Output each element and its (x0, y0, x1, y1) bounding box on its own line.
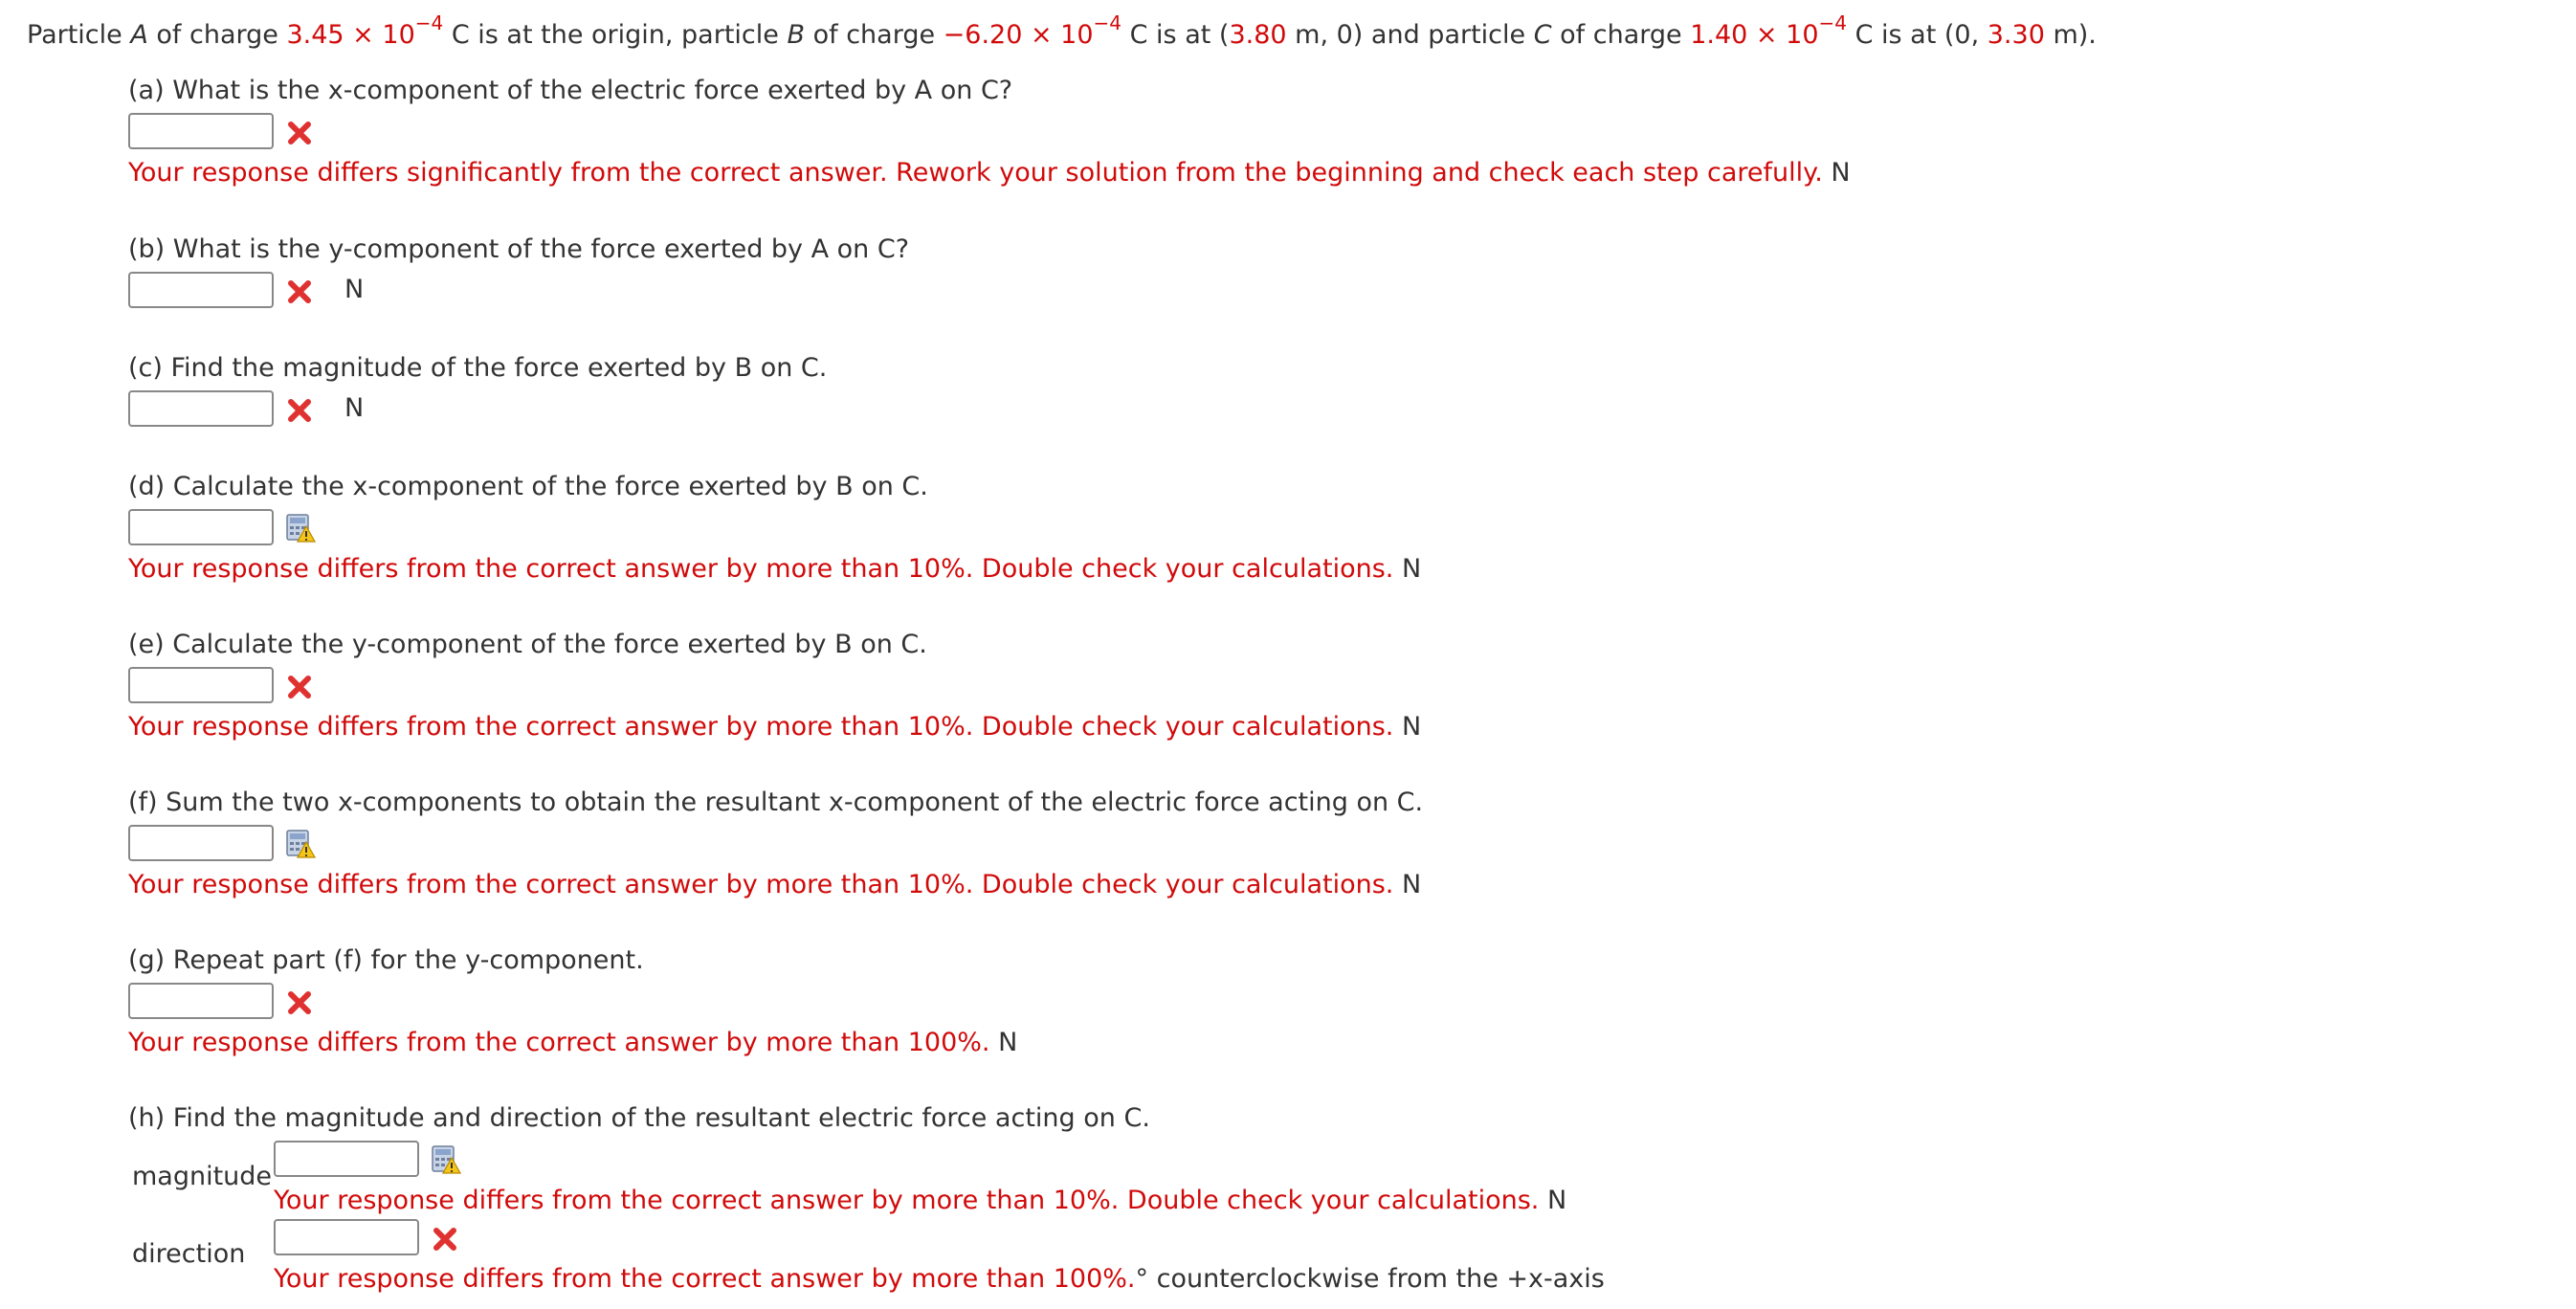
magnitude-answer-input[interactable] (274, 1141, 419, 1177)
x-mark-icon (285, 988, 314, 1017)
magnitude-feedback: Your response differs from the correct answer by more than 10%. Double check your calculations. N (274, 1186, 1567, 1215)
part-h-question: (h) Find the magnitude and direction of the resultant electric force acting on C. (128, 1103, 1150, 1133)
problem-statement: Particle A of charge $3.45 \times 10^{-4}$ C is at the origin, particle B of charge $-6.20 \times 10^{-4}$ C is at (3.80 m, 0) and particle C of charge $1.40 \times 10^{-4}$ C is at (0, 3.30 m). (27, 11, 2097, 50)
part-b-unit: N (344, 275, 365, 304)
part-c-question: (c) Find the magnitude of the force exerted by B on C. (128, 353, 828, 383)
direction-answer-input[interactable] (274, 1219, 419, 1255)
part-g-answer-input[interactable] (128, 983, 274, 1019)
part-f-answer-input[interactable] (128, 825, 274, 861)
part-a-feedback: Your response differs significantly from the correct answer. Rework your solution from the beginning and check each step carefully. N (128, 158, 1851, 188)
position-b-x: 3.80 (1229, 20, 1287, 50)
part-g-question: (g) Repeat part (f) for the y-component. (128, 945, 644, 975)
part-b-question: (b) What is the y-component of the force exerted by A on C? (128, 234, 910, 264)
warning-calculator-icon (285, 829, 316, 859)
x-mark-icon (285, 119, 314, 147)
x-mark-icon (431, 1225, 459, 1254)
part-a-question: (a) What is the x-component of the electric force exerted by A on C? (128, 76, 1013, 105)
part-d-answer-input[interactable] (128, 509, 274, 545)
part-g-feedback: Your response differs from the correct answer by more than 100%. N (128, 1028, 1018, 1057)
part-d-feedback: Your response differs from the correct answer by more than 10%. Double check your calculations. N (128, 554, 1422, 584)
warning-calculator-icon (431, 1144, 461, 1175)
part-f-question: (f) Sum the two x-components to obtain the resultant x-component of the electric force acting on C. (128, 788, 1424, 817)
part-c-unit: N (344, 393, 365, 423)
part-f-feedback: Your response differs from the correct answer by more than 10%. Double check your calculations. N (128, 870, 1422, 899)
part-a-answer-input[interactable] (128, 113, 274, 149)
magnitude-label: magnitude (132, 1162, 273, 1191)
part-c-answer-input[interactable] (128, 390, 274, 427)
part-e-feedback: Your response differs from the correct answer by more than 10%. Double check your calculations. N (128, 712, 1422, 742)
direction-label: direction (132, 1239, 246, 1269)
part-b-answer-input[interactable] (128, 272, 274, 308)
part-e-answer-input[interactable] (128, 667, 274, 703)
part-d-question: (d) Calculate the x-component of the force exerted by B on C. (128, 472, 928, 501)
x-mark-icon (285, 396, 314, 425)
x-mark-icon (285, 673, 314, 701)
charge-a-value: $3.45 \times 10^{-4}$ (286, 11, 444, 50)
charge-b-value: $-6.20 \times 10^{-4}$ (943, 11, 1122, 50)
x-mark-icon (285, 277, 314, 306)
position-c-y: 3.30 (1987, 20, 2045, 50)
part-e-question: (e) Calculate the y-component of the force exerted by B on C. (128, 630, 927, 659)
direction-feedback: Your response differs from the correct answer by more than 100%.° counterclockwise from the +x-axis (274, 1264, 1605, 1294)
charge-c-value: $1.40 \times 10^{-4}$ (1690, 11, 1847, 50)
warning-calculator-icon (285, 513, 316, 544)
